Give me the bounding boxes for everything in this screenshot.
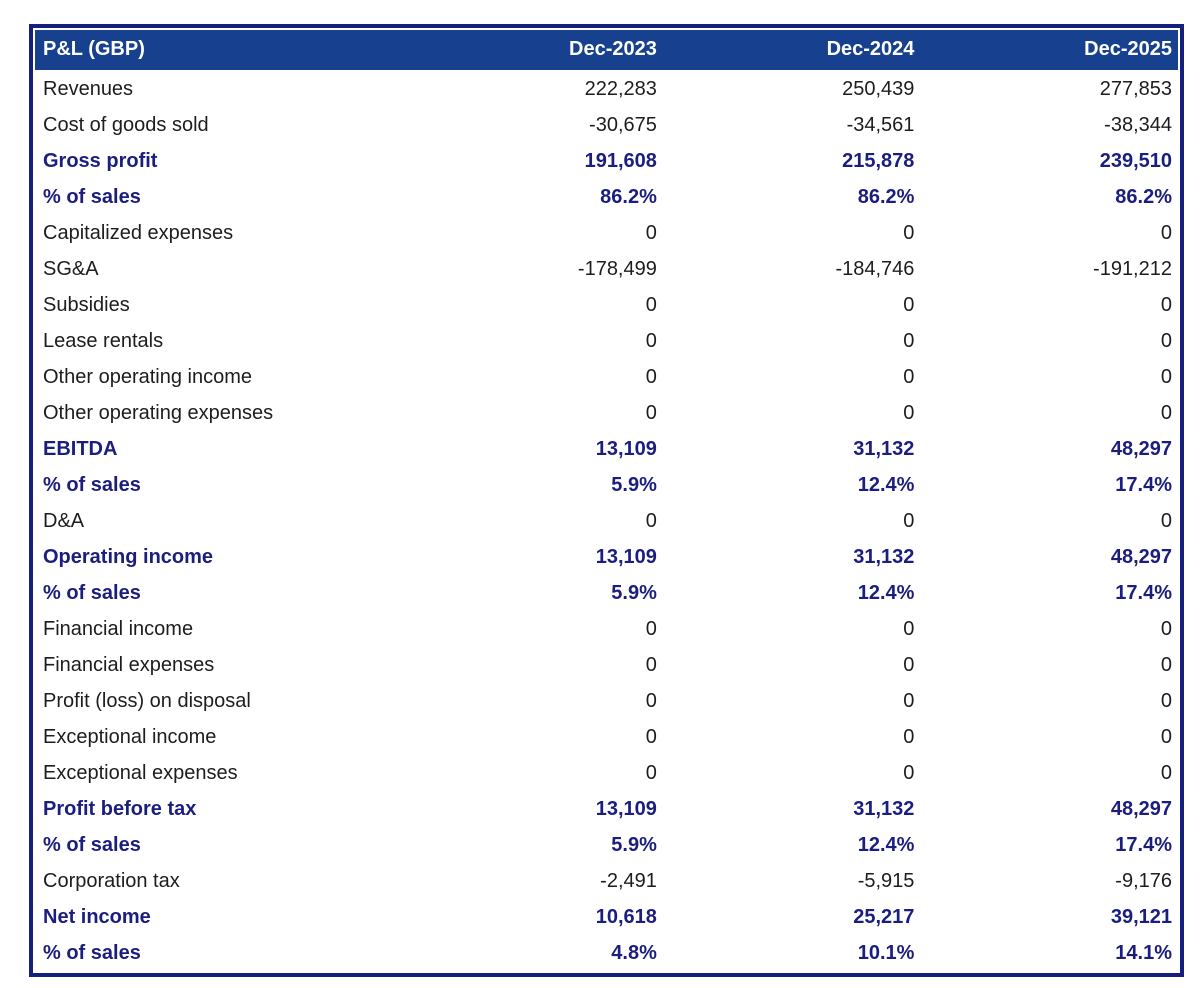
row-value: 0 [903, 293, 915, 316]
row-value: 277,853 [1099, 78, 1172, 101]
row-value: 17.4% [1115, 581, 1172, 604]
table-row [35, 287, 1178, 323]
table-row [35, 503, 1178, 539]
table-row [35, 251, 1178, 287]
row-value: 39,121 [1110, 905, 1172, 928]
header-cell-dec-2025: Dec-2025 [920, 30, 1178, 71]
row-label: % of sales [43, 473, 141, 496]
row-value: 25,217 [853, 905, 915, 928]
row-value: 17.4% [1115, 833, 1172, 856]
row-value: -34,561 [846, 113, 915, 136]
row-label: Profit before tax [43, 797, 197, 820]
row-value: 12.4% [857, 833, 915, 856]
row-value: 48,297 [1110, 545, 1172, 568]
row-label: SG&A [43, 257, 99, 280]
row-value: 0 [645, 401, 657, 424]
table-row [35, 791, 1178, 827]
row-value: 0 [1160, 725, 1172, 748]
row-value: 0 [903, 725, 915, 748]
row-label: Revenues [43, 78, 134, 101]
table-row [35, 71, 1178, 107]
row-value: 0 [1160, 653, 1172, 676]
table-row [35, 611, 1178, 647]
row-value: 86.2% [857, 185, 915, 208]
row-value: -184,746 [835, 257, 915, 280]
table-row [35, 539, 1178, 575]
row-value: 13,109 [595, 797, 657, 820]
row-label: % of sales [43, 185, 141, 208]
row-value: -178,499 [577, 257, 657, 280]
pnl-table [35, 30, 1178, 971]
table-row [35, 863, 1178, 899]
row-value: 5.9% [611, 473, 657, 496]
table-row [35, 143, 1178, 179]
pnl-table-frame [29, 24, 1184, 977]
header-cell-dec-2023: Dec-2023 [405, 30, 663, 71]
table-row [35, 323, 1178, 359]
row-value: 31,132 [853, 437, 915, 460]
row-value: -191,212 [1093, 257, 1172, 280]
row-value: 0 [1160, 329, 1172, 352]
row-value: 31,132 [853, 797, 915, 820]
row-value: 13,109 [595, 437, 657, 460]
table-row [35, 431, 1178, 467]
row-value: 0 [645, 689, 657, 712]
row-value: 0 [903, 221, 915, 244]
row-value: 0 [645, 725, 657, 748]
row-value: 0 [903, 509, 915, 532]
row-label: Net income [43, 905, 151, 928]
row-value: 0 [1160, 761, 1172, 784]
row-value: 0 [645, 221, 657, 244]
row-value: 0 [645, 365, 657, 388]
table-row [35, 899, 1178, 935]
row-value: 0 [903, 329, 915, 352]
table-row [35, 395, 1178, 431]
row-value: 0 [1160, 221, 1172, 244]
table-row [35, 647, 1178, 683]
row-label: Financial income [43, 617, 194, 640]
row-value: 0 [903, 761, 915, 784]
row-label: Lease rentals [43, 329, 164, 352]
row-value: -9,176 [1115, 869, 1172, 892]
table-row [35, 755, 1178, 791]
table-row [35, 575, 1178, 611]
row-value: -38,344 [1104, 113, 1172, 136]
row-value: 0 [645, 509, 657, 532]
table-row [35, 179, 1178, 215]
row-label: Subsidies [43, 293, 130, 316]
row-value: 0 [645, 653, 657, 676]
row-label: % of sales [43, 833, 141, 856]
row-value: 10,618 [595, 905, 657, 928]
row-value: 0 [903, 617, 915, 640]
row-value: 0 [903, 365, 915, 388]
row-value: 191,608 [584, 149, 657, 172]
table-row [35, 827, 1178, 863]
row-label: EBITDA [43, 437, 118, 460]
row-value: 5.9% [611, 581, 657, 604]
row-value: 10.1% [857, 941, 915, 964]
row-label: Capitalized expenses [43, 221, 234, 244]
row-value: 14.1% [1115, 941, 1172, 964]
header-cell-pnl-gbp: P&L (GBP) [35, 30, 405, 71]
row-label: Exceptional income [43, 725, 217, 748]
row-value: 250,439 [842, 78, 915, 101]
row-label: Other operating income [43, 365, 253, 388]
table-row [35, 467, 1178, 503]
row-value: 12.4% [857, 473, 915, 496]
row-value: 0 [903, 689, 915, 712]
row-value: 31,132 [853, 545, 915, 568]
row-value: 17.4% [1115, 473, 1172, 496]
row-value: 222,283 [584, 78, 657, 101]
row-value: 86.2% [1115, 185, 1172, 208]
row-value: 0 [1160, 617, 1172, 640]
row-label: Corporation tax [43, 869, 180, 892]
row-value: 5.9% [611, 833, 657, 856]
table-row [35, 719, 1178, 755]
row-value: 48,297 [1110, 797, 1172, 820]
row-label: Cost of goods sold [43, 113, 209, 136]
row-label: Financial expenses [43, 653, 215, 676]
row-label: Gross profit [43, 149, 158, 172]
row-value: 0 [645, 617, 657, 640]
row-value: 0 [645, 761, 657, 784]
table-row [35, 359, 1178, 395]
row-value: 0 [645, 329, 657, 352]
row-label: Operating income [43, 545, 214, 568]
row-value: 0 [1160, 293, 1172, 316]
row-label: Other operating expenses [43, 401, 274, 424]
row-value: -5,915 [857, 869, 915, 892]
row-value: 0 [1160, 509, 1172, 532]
row-label: Exceptional expenses [43, 761, 238, 784]
row-value: 239,510 [1099, 149, 1172, 172]
row-value: -30,675 [589, 113, 657, 136]
header-row [35, 30, 1178, 71]
row-value: 0 [1160, 689, 1172, 712]
row-value: 0 [645, 293, 657, 316]
row-value: 48,297 [1110, 437, 1172, 460]
row-value: 86.2% [600, 185, 657, 208]
table-row [35, 683, 1178, 719]
row-value: 13,109 [595, 545, 657, 568]
row-value: 215,878 [842, 149, 915, 172]
row-value: 0 [1160, 401, 1172, 424]
table-row [35, 935, 1178, 971]
table-row [35, 107, 1178, 143]
header-cell-dec-2024: Dec-2024 [663, 30, 921, 71]
row-value: 4.8% [611, 941, 657, 964]
row-label: % of sales [43, 581, 141, 604]
row-value: 12.4% [857, 581, 915, 604]
row-value: 0 [1160, 365, 1172, 388]
row-label: Profit (loss) on disposal [43, 689, 251, 712]
row-label: % of sales [43, 941, 141, 964]
table-row [35, 215, 1178, 251]
row-value: 0 [903, 653, 915, 676]
row-value: -2,491 [600, 869, 657, 892]
row-value: 0 [903, 401, 915, 424]
row-label: D&A [43, 509, 85, 532]
